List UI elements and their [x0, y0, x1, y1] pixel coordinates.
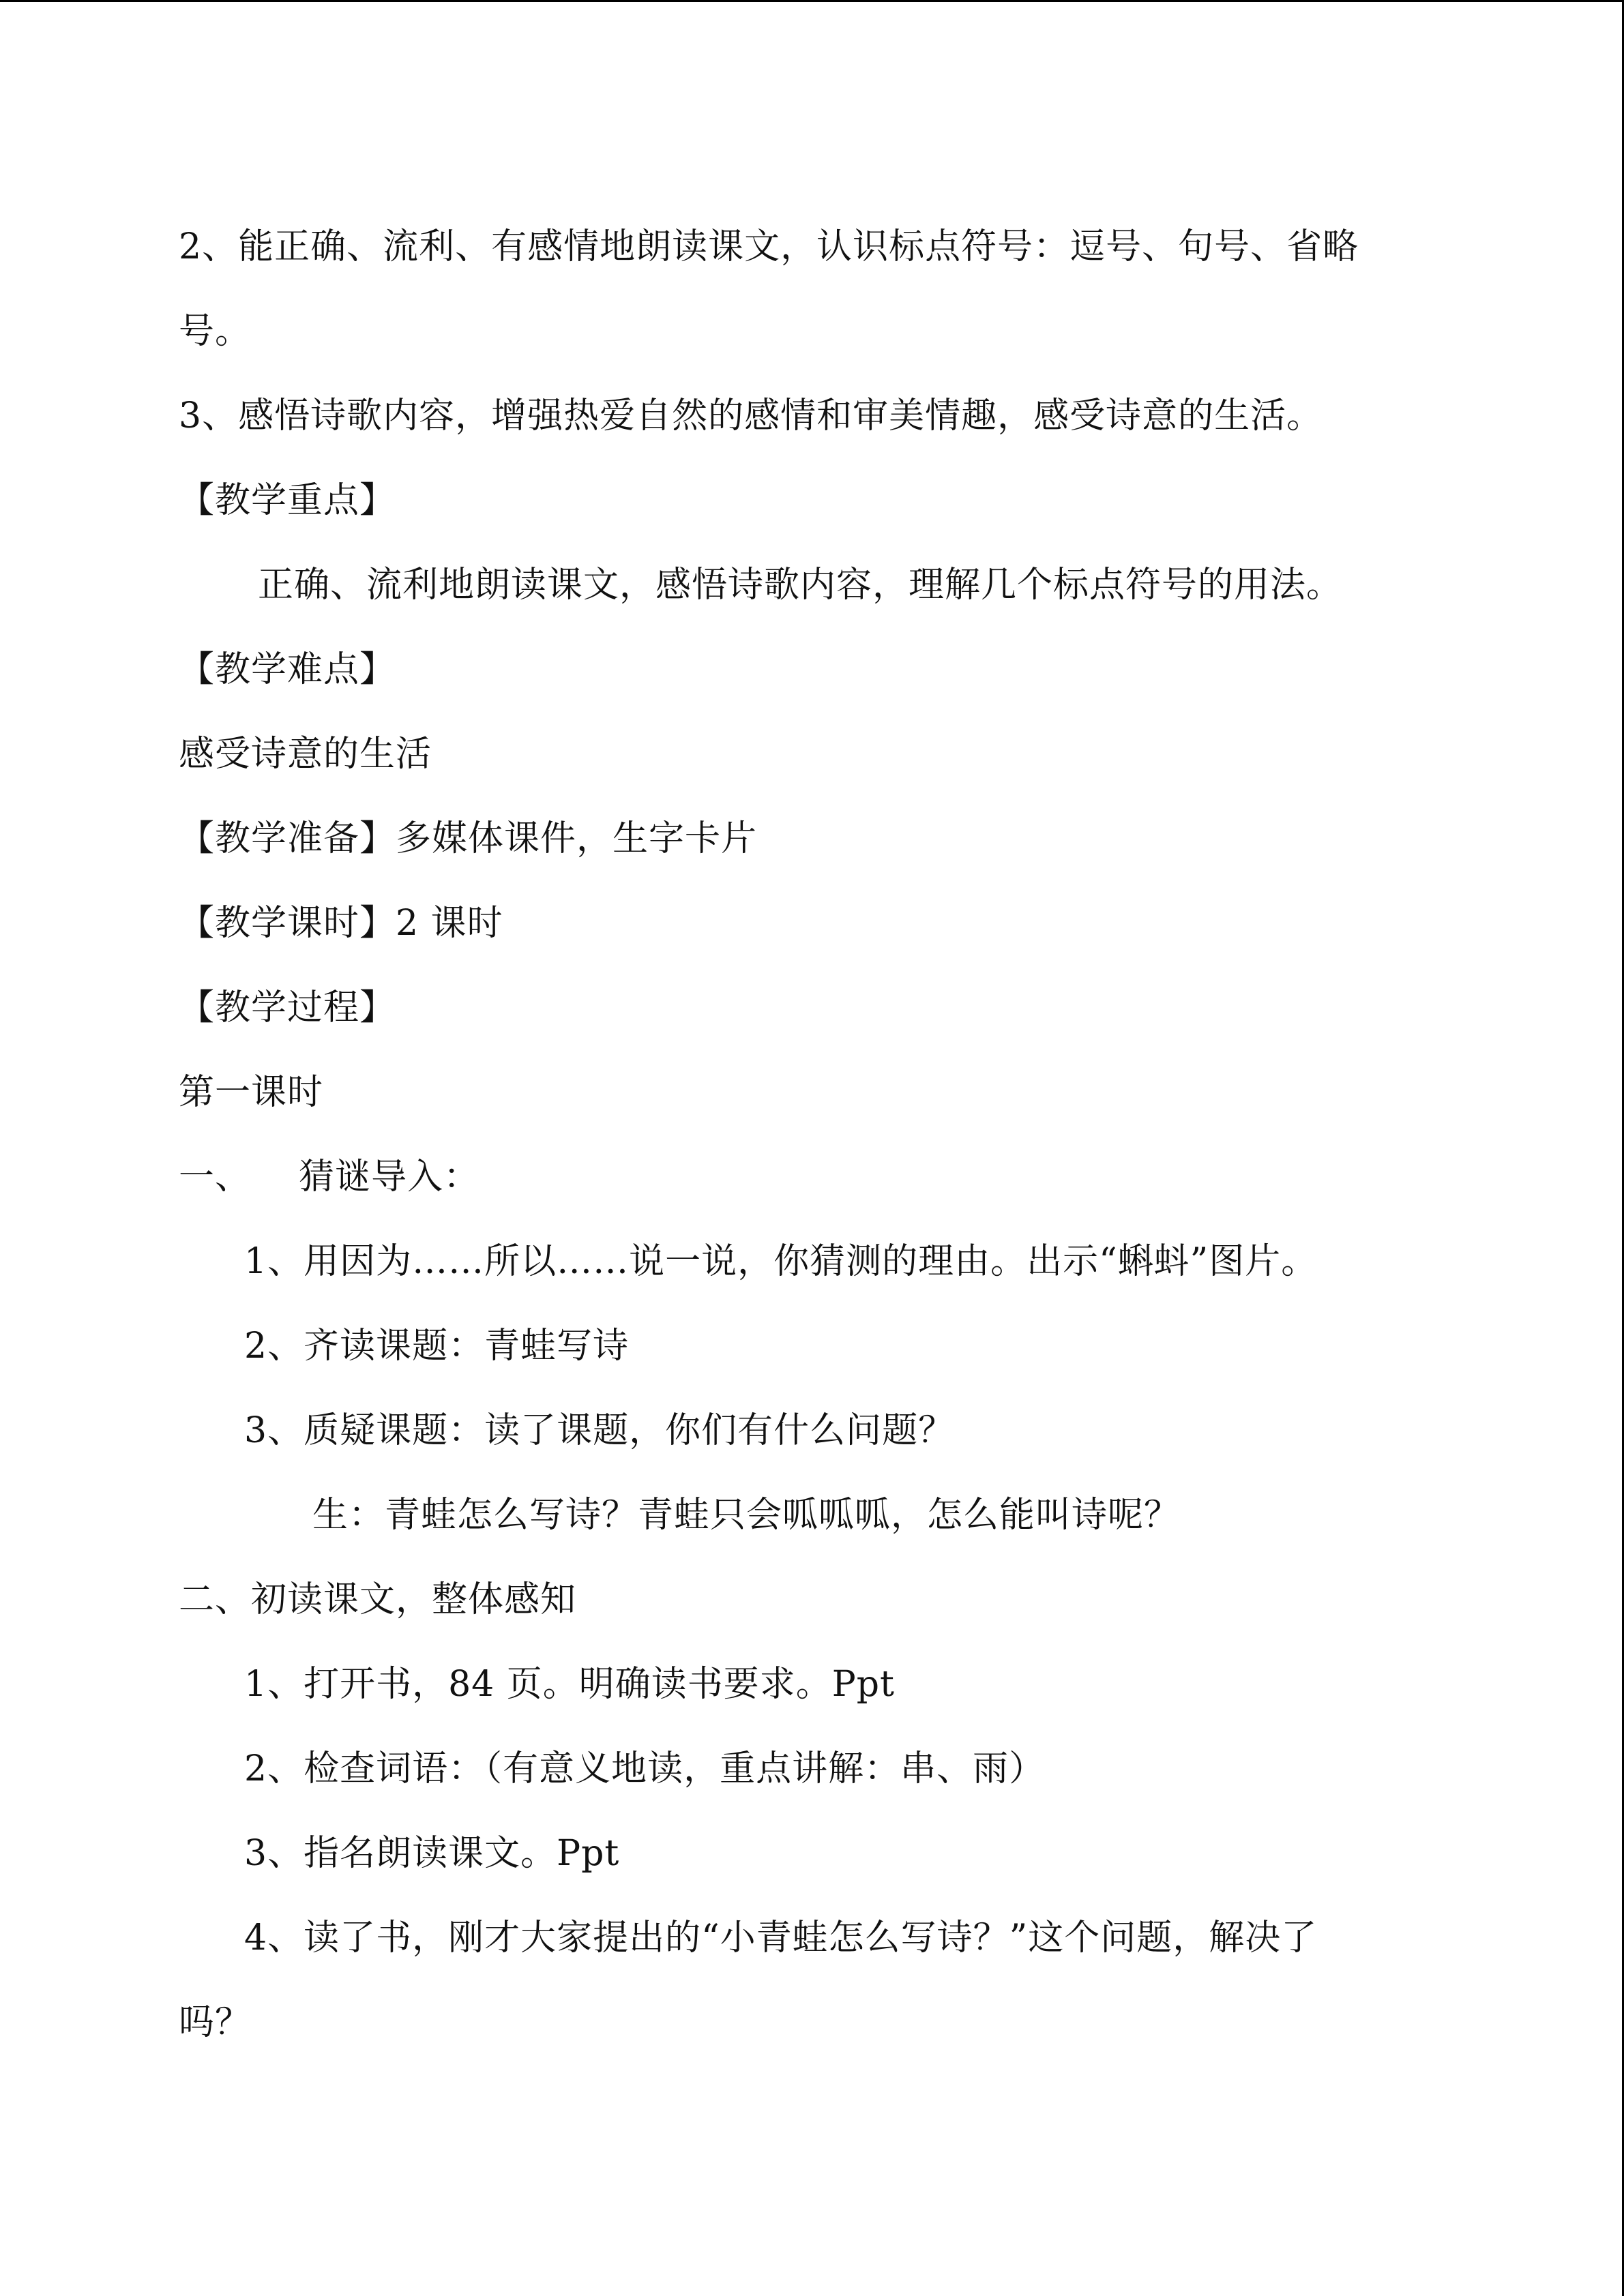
part-two-step-4-line-1: 4、读了书，刚才大家提出的“小青蛙怎么写诗？”这个问题，解决了	[244, 1918, 1318, 1958]
part-one-step-3: 3、质疑课题：读了课题，你们有什么问题？	[244, 1410, 955, 1451]
section-heading-key-points: 【教学重点】	[179, 480, 396, 521]
lesson-title-first: 第一课时	[179, 1072, 324, 1113]
section-class-hours: 【教学课时】2 课时	[179, 903, 503, 944]
part-two-step-3: 3、指名朗读课文。Ppt	[244, 1833, 620, 1874]
difficulties-text: 感受诗意的生活	[179, 734, 432, 775]
page-top-border	[0, 0, 1624, 2]
part-two-heading: 二、初读课文，整体感知	[179, 1579, 577, 1620]
part-two-step-4-line-2: 吗？	[179, 2002, 252, 2043]
part-two-step-1: 1、打开书，84 页。明确读书要求。Ppt	[244, 1664, 895, 1705]
part-two-step-2: 2、检查词语：（有意义地读，重点讲解：串、雨）	[244, 1748, 1046, 1789]
key-points-text: 正确、流利地朗读课文，感悟诗歌内容，理解几个标点符号的用法。	[258, 565, 1343, 606]
document-page	[179, 205, 1447, 2065]
section-heading-process: 【教学过程】	[179, 987, 396, 1028]
part-one-step-2: 2、齐读课题：青蛙写诗	[244, 1326, 630, 1367]
part-one-heading: 一、 猜谜导入：	[179, 1157, 480, 1197]
part-one-step-1: 1、用因为……所以……说一说，你猜测的理由。出示“蝌蚪”图片。	[244, 1241, 1318, 1282]
objective-2-line-2: 号。	[179, 311, 252, 352]
student-response: 生：青蛙怎么写诗？青蛙只会呱呱呱，怎么能叫诗呢？	[312, 1495, 1181, 1536]
section-heading-difficulties: 【教学难点】	[179, 649, 396, 690]
section-preparation: 【教学准备】多媒体课件，生字卡片	[179, 818, 758, 859]
objective-2-line-1: 2、能正确、流利、有感情地朗读课文，认识标点符号：逗号、句号、省略	[179, 226, 1359, 267]
objective-3: 3、感悟诗歌内容，增强热爱自然的感情和审美情趣，感受诗意的生活。	[179, 396, 1323, 436]
